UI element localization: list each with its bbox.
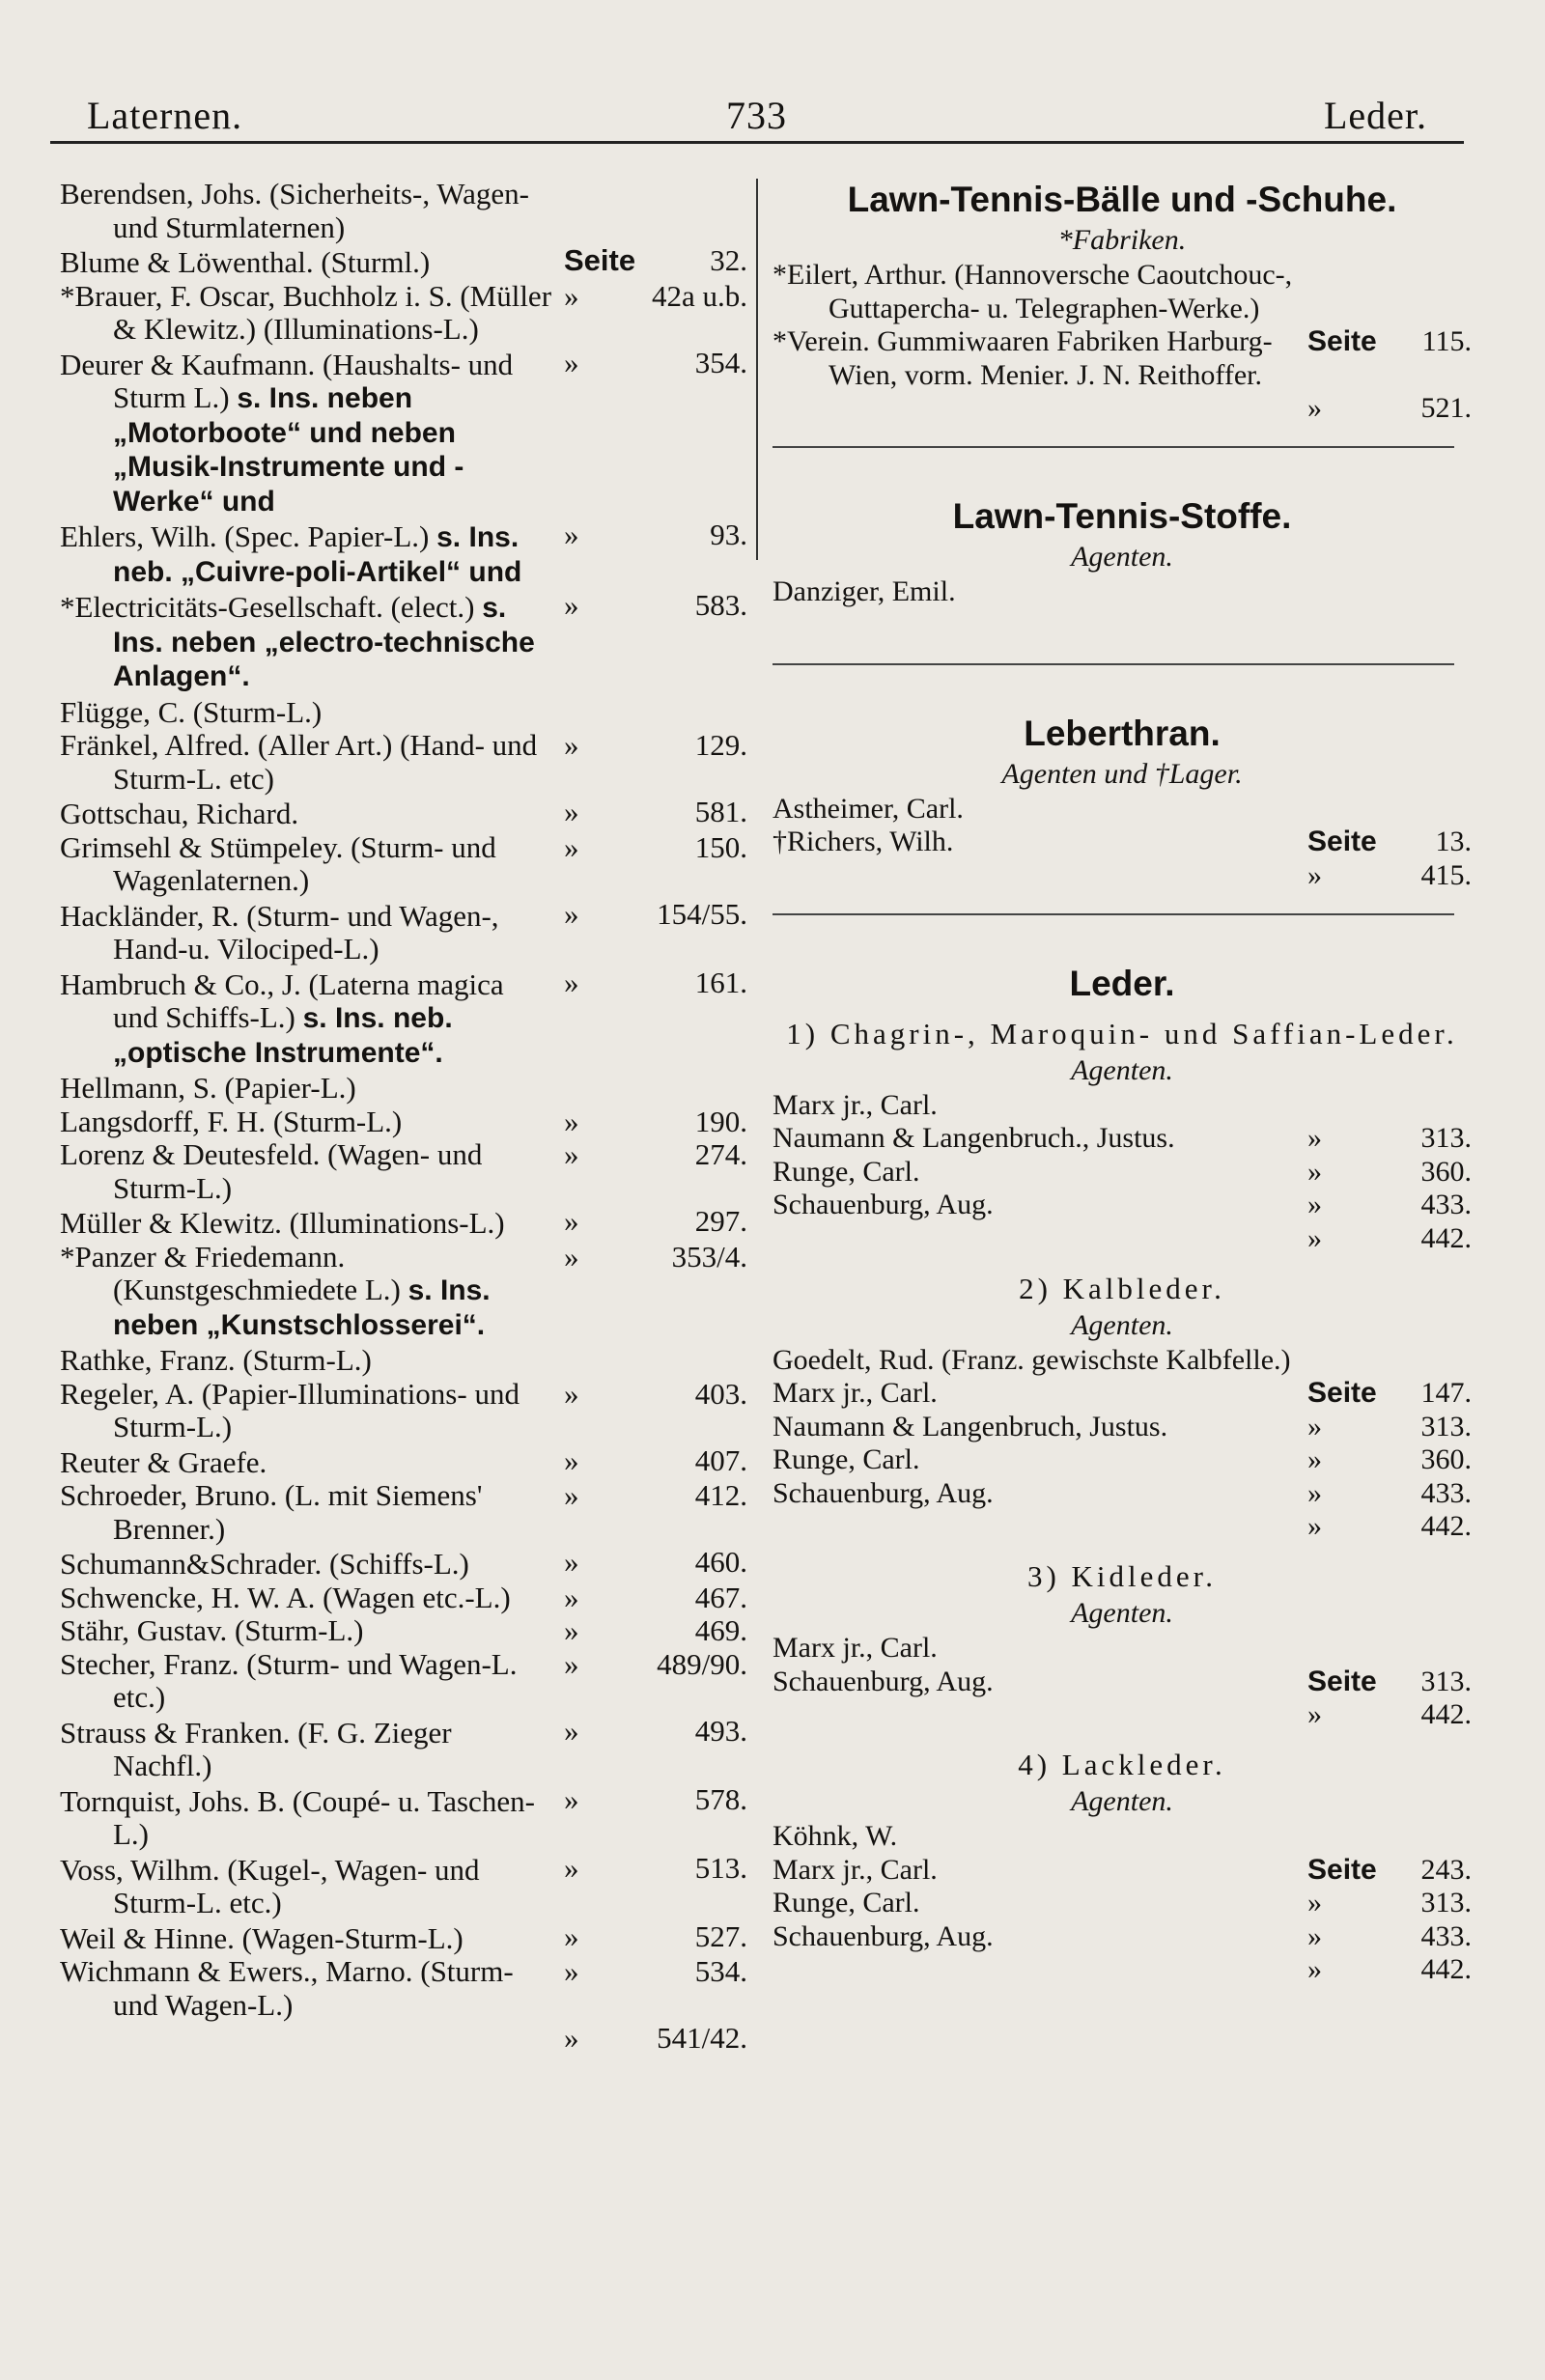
subsection-title: 1) Chagrin-, Maroquin- und Saffian-Leder.: [786, 1016, 1458, 1050]
listing-name: Marx jr., Carl.: [772, 1377, 938, 1409]
seite-label: Seite: [1307, 1377, 1377, 1409]
ditto-mark: »: [564, 1137, 579, 1171]
ditto-mark: »: [1307, 1953, 1322, 1985]
listing-entry: [772, 1189, 1472, 1254]
page-number-ref: 433.: [1420, 1919, 1472, 1952]
subsection-subheading: Agenten.: [1071, 1785, 1173, 1817]
ditto-mark: »: [564, 1850, 579, 1885]
page-number-ref: 190.: [694, 1104, 747, 1138]
ditto-mark: »: [564, 795, 579, 828]
ditto-mark: »: [564, 1954, 579, 1988]
listing-name: Runge, Carl.: [772, 1155, 920, 1188]
listing-name: Runge, Carl.: [772, 1443, 920, 1475]
ditto-mark: »: [1307, 1476, 1322, 1509]
listing-name: Schauenburg, Aug.: [772, 1189, 994, 1220]
listing-entry: [60, 1241, 747, 1343]
header-right-title: Leder.: [1323, 94, 1427, 137]
listing-name: Hackländer, R. (Sturm- und Wagen-, Hand-u. Vilociped-L.): [60, 898, 499, 966]
ditto-mark: »: [1307, 1122, 1322, 1154]
page-number-ref: 469.: [694, 1613, 747, 1647]
insert-reference-note: s. Ins. neben „Kunstschlosserei“.: [113, 1274, 491, 1341]
listing-name: Hellmann, S. (Papier-L.): [60, 1071, 356, 1105]
page-number-ref: 154/55.: [657, 896, 747, 931]
page-number-ref: 489/90.: [657, 1646, 747, 1681]
listing-name: †Richers, Wilh.: [772, 826, 954, 857]
page-number-ref: 93.: [710, 518, 747, 551]
right-column: [772, 178, 1472, 1985]
page-number-ref: 442.: [1420, 1698, 1472, 1730]
listing-name: *Eilert, Arthur. (Hannoversche Caoutchouc-, Guttapercha- u. Telegraphen-Werke.): [772, 259, 1293, 324]
ditto-mark: »: [564, 1478, 579, 1512]
page-number-ref: 274.: [694, 1137, 747, 1171]
listing-name: Schauenburg, Aug.: [772, 1665, 994, 1697]
page-number-ref: 360.: [1420, 1155, 1472, 1188]
page-number-ref: 42a u.b.: [651, 278, 747, 313]
seite-label: Seite: [1307, 1665, 1377, 1697]
ditto-mark: »: [1307, 1443, 1322, 1475]
listing-entry: [772, 575, 1472, 609]
listing-entry: [772, 259, 1472, 357]
page-number-ref: 433.: [1420, 1476, 1472, 1509]
section-gap: [772, 448, 1472, 494]
seite-label: Seite: [1307, 826, 1377, 857]
listing-name: Marx jr., Carl.: [772, 1632, 938, 1664]
ditto-mark: »: [564, 1442, 579, 1477]
page-number-ref: 297.: [694, 1204, 747, 1238]
section-subheading: Agenten.: [1071, 541, 1173, 573]
listing-entry: [60, 829, 747, 931]
subsection-title: 3) Kidleder.: [1026, 1559, 1218, 1593]
section-gap: [772, 392, 1472, 446]
column-divider: [756, 179, 758, 560]
listing-name: *Brauer, F. Oscar, Buchholz i. S. (Müller & Klewitz.) (Illuminations-L.): [60, 278, 552, 346]
section-gap: [772, 665, 1472, 712]
ditto-mark: »: [564, 1613, 579, 1647]
listing-name: Flügge, C. (Sturm-L.): [60, 694, 323, 729]
ditto-mark: »: [564, 1646, 579, 1681]
listing-name: Deurer & Kaufmann. (Haushalts- und Sturm L.): [60, 347, 514, 414]
subsection-gap: [772, 1006, 1472, 1016]
page-number-ref: 147.: [1420, 1377, 1472, 1409]
page-number-ref: 513.: [694, 1850, 747, 1885]
listing-name: Goedelt, Rud. (Franz. gewischste Kalbfelle.): [772, 1343, 1291, 1376]
ditto-mark: »: [564, 1580, 579, 1614]
listing-name: Runge, Carl.: [772, 1887, 920, 1918]
seite-label: Seite: [1307, 1853, 1377, 1886]
insert-reference-note: s. Ins. neb. „Cuivre-poli-Artikel“ und: [113, 521, 522, 588]
page-number-ref: 433.: [1420, 1189, 1472, 1220]
page-number-ref: 583.: [694, 588, 747, 622]
listing-entry: [772, 325, 1472, 424]
listing-name: Schauenburg, Aug.: [772, 1476, 994, 1509]
ditto-mark: »: [1307, 1919, 1322, 1952]
insert-reference-note: s. Ins. neb. „optische Instrumente“.: [113, 1002, 453, 1069]
section-heading: Lawn-Tennis-Stoffe.: [952, 496, 1292, 536]
listing-name: Astheimer, Carl.: [772, 792, 964, 825]
page-number-ref: 150.: [694, 829, 747, 864]
ditto-mark: »: [1307, 1221, 1322, 1254]
ditto-mark: »: [564, 2021, 579, 2055]
listing-name: *Electricitäts-Gesellschaft. (elect.): [60, 590, 475, 624]
listing-entry: [60, 278, 747, 379]
page-number-ref: 360.: [1420, 1443, 1472, 1475]
page-number-ref: 467.: [694, 1580, 747, 1614]
ditto-mark: »: [564, 1239, 579, 1274]
ditto-mark: »: [564, 278, 579, 313]
section-gap: [772, 609, 1472, 663]
listing-name: Voss, Wilhm. (Kugel-, Wagen- und Sturm-L. etc.): [60, 1852, 480, 1919]
section-heading: Lawn-Tennis-Bälle und -Schuhe.: [847, 180, 1397, 219]
listing-entry: [772, 826, 1472, 891]
listing-entry: [60, 588, 747, 694]
listing-name: Schumann&Schrader. (Schiffs-L.): [60, 1547, 469, 1581]
page-number-ref: 493.: [694, 1713, 747, 1748]
page-number-ref: 243.: [1420, 1853, 1472, 1886]
listing-entry: [60, 1781, 747, 1885]
subsection-gap: [772, 1222, 1472, 1271]
page-number-ref: 534.: [694, 1954, 747, 1988]
listing-name: Wichmann & Ewers., Marno. (Sturm- und Wagen-L.): [60, 1954, 514, 2022]
listing-name: Rathke, Franz. (Sturm-L.): [60, 1343, 372, 1377]
subsection-subheading: Agenten.: [1071, 1308, 1173, 1341]
ditto-mark: »: [1307, 858, 1322, 891]
listing-name: Ehlers, Wilh. (Spec. Papier-L.): [60, 519, 430, 553]
page-number-ref: 313.: [1420, 1665, 1472, 1697]
page-number-ref: 521.: [1420, 392, 1472, 424]
listing-name: Lorenz & Deutesfeld. (Wagen- und Sturm-L.): [60, 1137, 483, 1205]
listing-entry: [60, 1713, 747, 1816]
ditto-mark: »: [564, 1204, 579, 1238]
listing-entry: [60, 965, 747, 1071]
page-number-ref: 13.: [1435, 826, 1472, 857]
listing-name: Danziger, Emil.: [772, 575, 956, 607]
listing-entry: [772, 1665, 1472, 1730]
section-heading: Leberthran.: [1024, 713, 1221, 753]
ditto-mark: »: [564, 1104, 579, 1138]
listing-name: *Verein. Gummiwaaren Fabriken Harburg-Wien, vorm. Menier. J. N. Reithoffer.: [772, 325, 1273, 391]
listing-entry: [772, 1476, 1472, 1542]
listing-entry: [60, 1954, 747, 2055]
subsection-title: 4) Lackleder.: [1018, 1748, 1226, 1781]
ditto-mark: »: [564, 345, 579, 379]
insert-reference-note: s. Ins. neben „Motorboote“ und neben „Musik-Instrumente und -Werke“ und: [113, 382, 464, 518]
listing-name: Schwencke, H. W. A. (Wagen etc.-L.): [60, 1580, 511, 1614]
listing-entry: [60, 1646, 747, 1748]
listing-name: Langsdorff, F. H. (Sturm-L.): [60, 1104, 403, 1138]
listing-name: Regeler, A. (Papier-Illuminations- und Sturm-L.): [60, 1376, 520, 1443]
ditto-mark: »: [1307, 1189, 1322, 1220]
listing-name: Strauss & Franken. (F. G. Zieger Nachfl.): [60, 1715, 452, 1782]
page-number-ref: 407.: [694, 1442, 747, 1477]
listing-name: Köhnk, W.: [772, 1820, 898, 1852]
page-number-ref: 353/4.: [671, 1239, 747, 1274]
page-number-ref: 115.: [1421, 325, 1472, 357]
subsection-subheading: Agenten.: [1071, 1053, 1173, 1086]
seite-label: Seite: [564, 243, 636, 277]
page-number-ref: 415.: [1420, 858, 1472, 891]
listing-name: Stähr, Gustav. (Sturm-L.): [60, 1613, 364, 1647]
page-number-ref: 412.: [694, 1478, 747, 1512]
ditto-mark: »: [564, 1781, 579, 1816]
listing-name: Blume & Löwenthal. (Sturml.): [60, 245, 431, 279]
section-gap: [772, 915, 1472, 962]
listing-name: Marx jr., Carl.: [772, 1853, 938, 1886]
page-number: 733: [726, 94, 787, 137]
ditto-mark: »: [564, 588, 579, 622]
left-column-laternen: [60, 177, 747, 2055]
listing-name: Gottschau, Richard.: [60, 797, 299, 830]
ditto-mark: »: [564, 1918, 579, 1953]
page-number-ref: 403.: [694, 1376, 747, 1411]
ditto-mark: »: [564, 1376, 579, 1411]
ditto-mark: »: [564, 965, 579, 999]
ditto-mark: »: [1307, 1410, 1322, 1442]
page-number-ref: 578.: [694, 1781, 747, 1816]
listing-name: Weil & Hinne. (Wagen-Sturm-L.): [60, 1920, 464, 1955]
listing-name: Naumann & Langenbruch, Justus.: [772, 1410, 1168, 1442]
page-number-ref: 581.: [694, 795, 747, 828]
page-number-ref: 442.: [1420, 1953, 1472, 1985]
page-number-ref: 527.: [694, 1918, 747, 1953]
subsection-gap: [772, 1510, 1472, 1558]
header-left-title: Laternen.: [87, 94, 243, 137]
page-number-ref: 313.: [1420, 1410, 1472, 1442]
page-number-ref: 442.: [1420, 1510, 1472, 1542]
ditto-mark: »: [564, 728, 579, 762]
listing-name: Marx jr., Carl.: [772, 1088, 938, 1121]
page-number-ref: 541/42.: [657, 2021, 747, 2055]
ditto-mark: »: [564, 896, 579, 931]
ditto-mark: »: [1307, 392, 1322, 424]
page-number-ref: 354.: [694, 345, 747, 379]
ditto-mark: »: [1307, 1510, 1322, 1542]
ditto-mark: »: [564, 518, 579, 551]
section-gap: [772, 859, 1472, 913]
subsection-title: 2) Kalbleder.: [1019, 1271, 1225, 1305]
page-number-ref: 442.: [1420, 1221, 1472, 1254]
listing-name: Müller & Klewitz. (Illuminations-L.): [60, 1206, 505, 1240]
listing-name: Stecher, Franz. (Sturm- und Wagen-L. etc.): [60, 1646, 518, 1714]
listing-name: Schauenburg, Aug.: [772, 1919, 994, 1952]
listing-name: Berendsen, Johs. (Sicherheits-, Wagen- und Sturmlaternen): [60, 177, 529, 244]
ditto-mark: »: [564, 1713, 579, 1748]
listing-name: *Panzer & Friedemann. (Kunstgeschmiedete L.): [60, 1239, 401, 1306]
ditto-mark: »: [564, 829, 579, 864]
ditto-mark: »: [1307, 1155, 1322, 1188]
listing-name: Schroeder, Bruno. (L. mit Siemens' Brenner.): [60, 1478, 483, 1546]
listing-entry: [772, 1919, 1472, 1985]
ditto-mark: »: [1307, 1698, 1322, 1730]
page-number-ref: 129.: [694, 728, 747, 762]
listing-name: Naumann & Langenbruch., Justus.: [772, 1122, 1175, 1154]
section-subheading: Agenten und †Lager.: [1001, 757, 1243, 790]
section-heading: Leder.: [1069, 963, 1175, 1003]
ditto-mark: »: [1307, 1887, 1322, 1918]
listing-name: Tornquist, Johs. B. (Coupé- u. Taschen-L.): [60, 1783, 535, 1851]
listing-entry: [60, 896, 747, 999]
subsection-gap: [772, 1698, 1472, 1747]
running-head: [50, 89, 1464, 144]
page-number-ref: 161.: [694, 965, 747, 999]
insert-reference-note: s. Ins. neben „electro-technische Anlagen“.: [113, 592, 535, 692]
listing-name: Grimsehl & Stümpeley. (Sturm- und Wagenlaternen.): [60, 829, 496, 897]
listing-name: Fränkel, Alfred. (Aller Art.) (Hand- und Sturm-L. etc): [60, 728, 538, 796]
page-number-ref: 460.: [694, 1545, 747, 1579]
listing-name: Reuter & Graefe.: [60, 1444, 267, 1479]
page-number-ref: 313.: [1420, 1887, 1472, 1918]
section-subheading: *Fabriken.: [1057, 224, 1187, 256]
ditto-mark: »: [564, 1545, 579, 1579]
seite-label: Seite: [1307, 325, 1377, 357]
page-number-ref: 32.: [710, 243, 747, 277]
subsection-subheading: Agenten.: [1071, 1597, 1173, 1629]
listing-name: Hambruch & Co., J. (Laterna magica und Schiffs-L.): [60, 966, 504, 1034]
page-number-ref: 313.: [1420, 1122, 1472, 1154]
